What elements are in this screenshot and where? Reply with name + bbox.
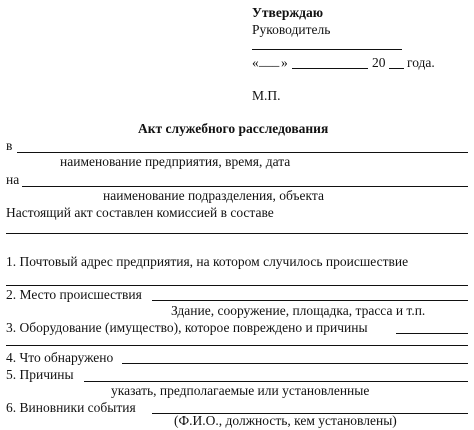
item-1-line[interactable] bbox=[6, 285, 468, 286]
item-2-label: 2. Место происшествия bbox=[6, 287, 142, 302]
item-4-label: 4. Что обнаружено bbox=[6, 350, 114, 365]
field-at-hint: наименование подразделения, объекта bbox=[103, 188, 324, 203]
signature-line[interactable] bbox=[252, 49, 402, 50]
item-3-label: 3. Оборудование (имущество), которое повреждено и причины bbox=[6, 320, 368, 335]
item-2-line[interactable] bbox=[152, 300, 468, 301]
date-open-quote: « bbox=[252, 55, 259, 70]
date-year-line[interactable] bbox=[389, 68, 404, 69]
item-3-line-b[interactable] bbox=[6, 345, 468, 346]
item-5-hint: указать, предполагаемые или установленные bbox=[111, 383, 370, 398]
stamp-place: М.П. bbox=[252, 88, 281, 103]
approval-position: Руководитель bbox=[252, 22, 331, 37]
item-5-line[interactable] bbox=[84, 381, 468, 382]
field-in-prefix: в bbox=[6, 138, 13, 153]
item-6-label: 6. Виновники события bbox=[6, 400, 136, 415]
date-month-line[interactable] bbox=[292, 68, 368, 69]
item-1-label: 1. Почтовый адрес предприятия, на котором случилось происшествие bbox=[6, 254, 409, 269]
document-heading: Акт служебного расследования bbox=[138, 121, 329, 136]
approval-title: Утверждаю bbox=[252, 5, 324, 20]
field-at-prefix: на bbox=[6, 172, 20, 187]
item-2-hint: Здание, сооружение, площадка, трасса и т.п. bbox=[171, 303, 426, 318]
date-day-blank[interactable]: ___ bbox=[259, 53, 280, 68]
item-3-line-a[interactable] bbox=[396, 333, 468, 334]
field-in-hint: наименование предприятия, время, дата bbox=[60, 154, 291, 169]
date-close-quote: » bbox=[281, 55, 288, 70]
item-4-line[interactable] bbox=[122, 363, 468, 364]
date-year-suffix: года. bbox=[407, 55, 435, 70]
item-6-hint: (Ф.И.О., должность, кем установлены) bbox=[174, 413, 397, 428]
date-year-prefix: 20 bbox=[372, 55, 386, 70]
field-at-line[interactable] bbox=[22, 186, 468, 187]
field-in-line[interactable] bbox=[17, 152, 468, 153]
item-5-label: 5. Причины bbox=[6, 367, 74, 382]
commission-line[interactable] bbox=[6, 233, 468, 234]
commission-text: Настоящий акт составлен комиссией в составе bbox=[6, 205, 274, 220]
